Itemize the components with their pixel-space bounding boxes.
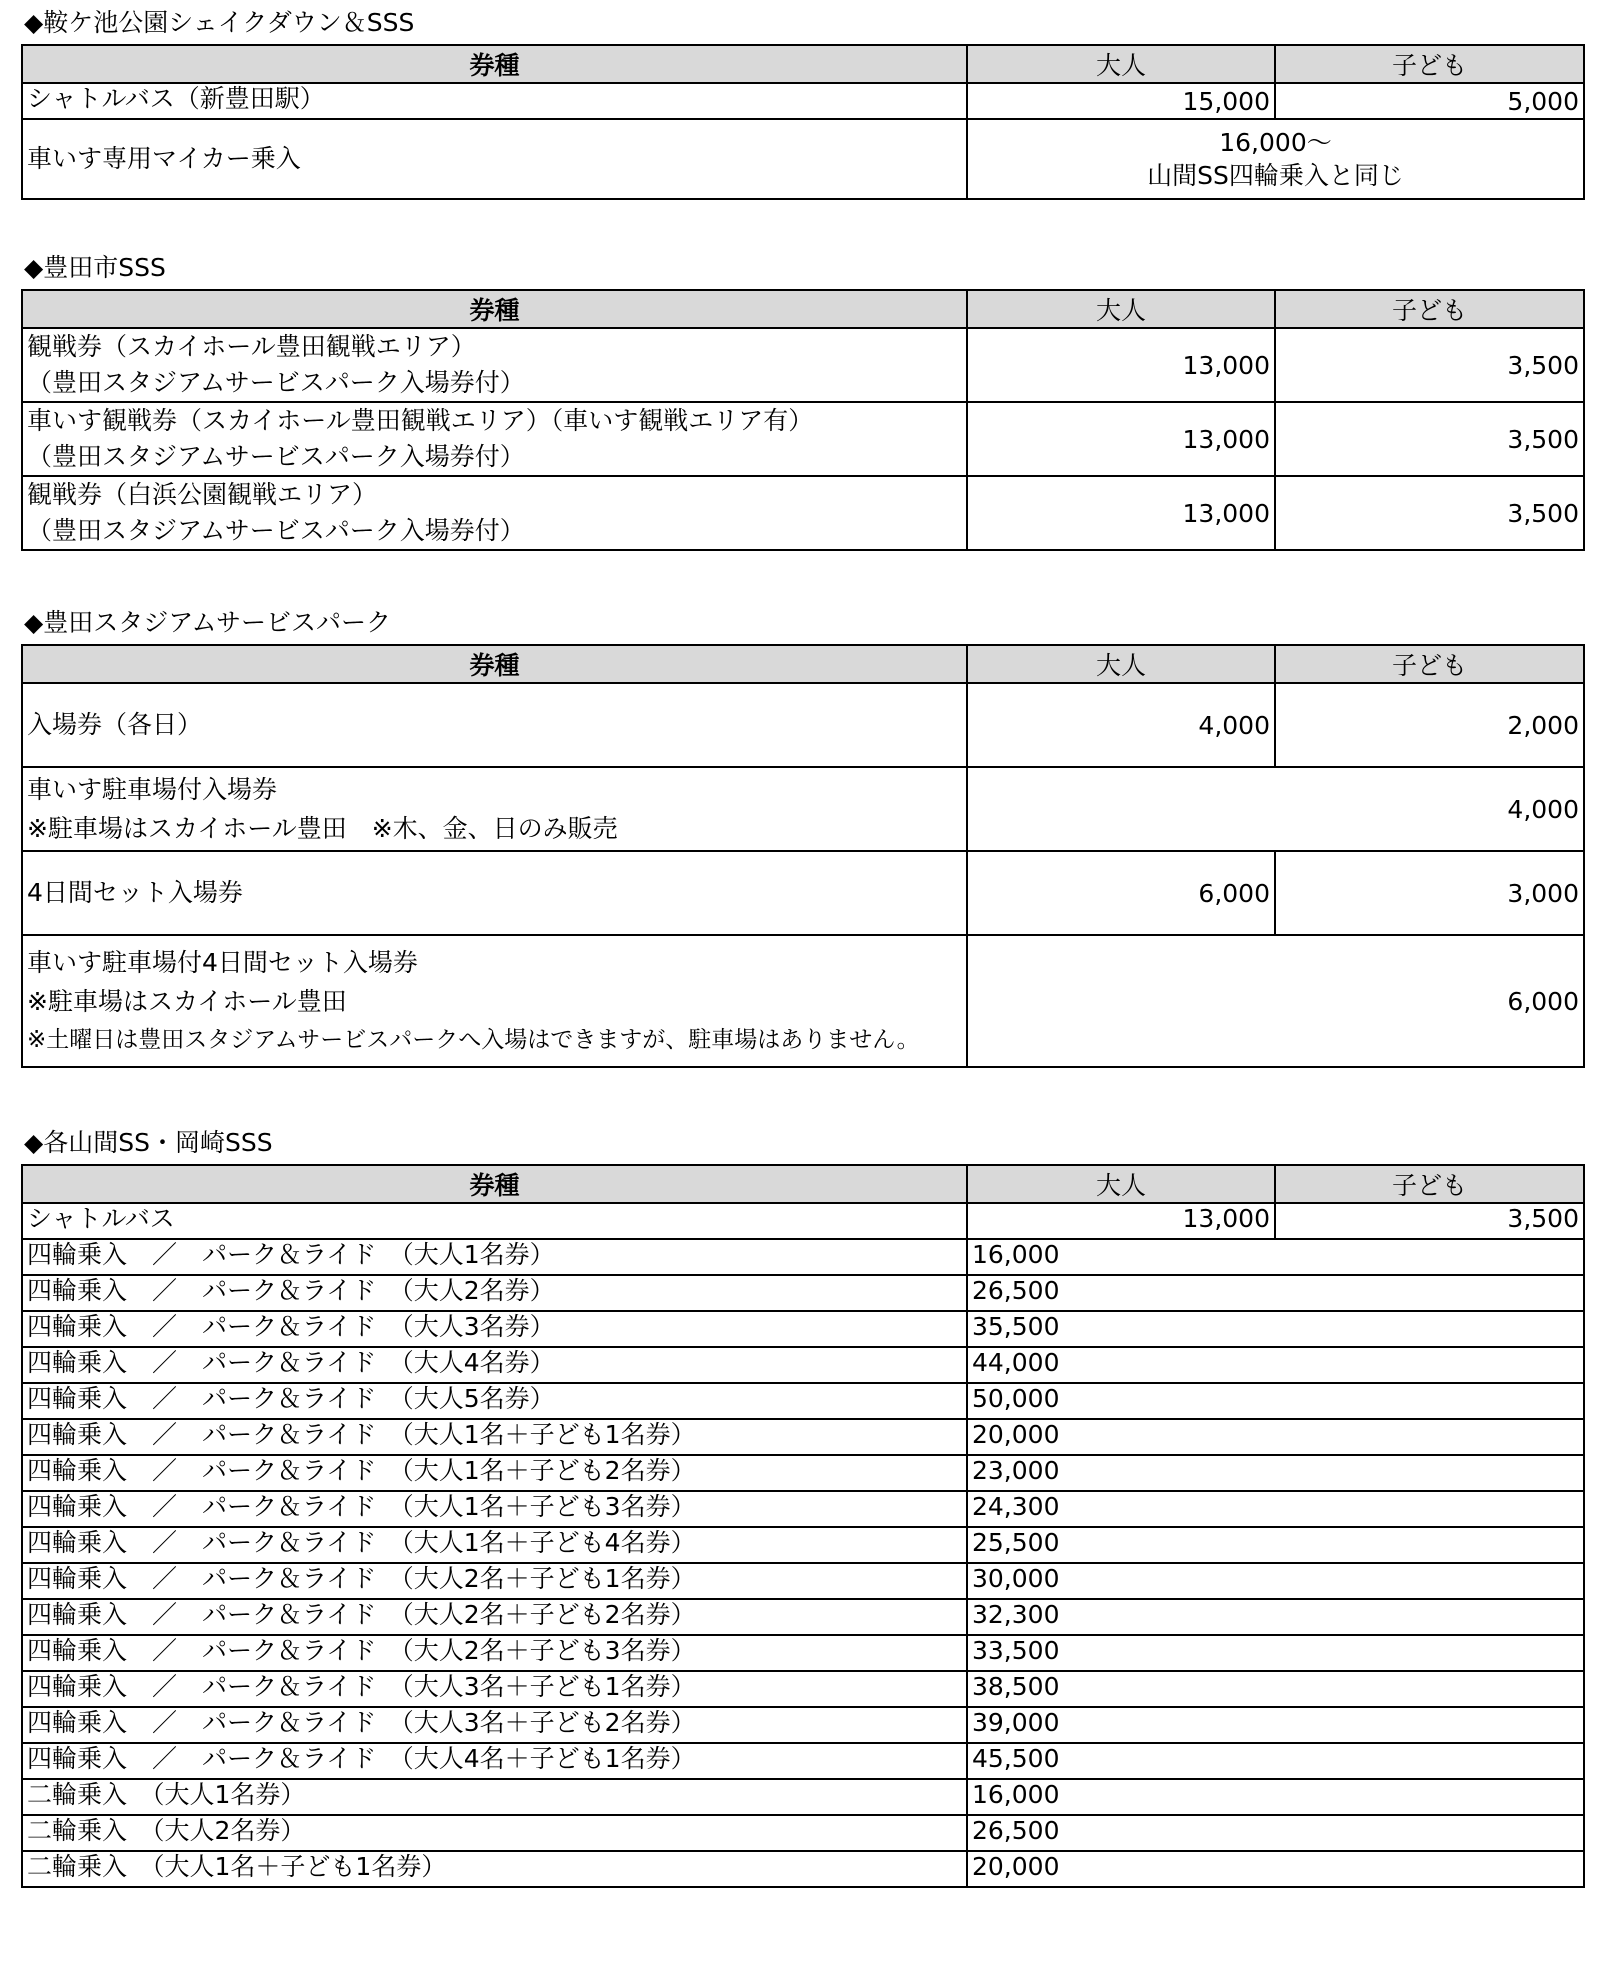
ticket-name-line2: （豊田スタジアムサービスパーク入場券付） — [27, 368, 525, 397]
table-row — [22, 1203, 1584, 1239]
ticket-name-line2: （豊田スタジアムサービスパーク入場券付） — [27, 442, 525, 471]
price-adult: 6,000 — [967, 851, 1275, 935]
ticket-name: 四輪乗入 ／ パーク＆ライド （大人1名＋子ども2名券） — [22, 1455, 967, 1491]
header-ticket-type: 券種 — [22, 645, 967, 683]
ticket-name: 四輪乗入 ／ パーク＆ライド （大人1名＋子ども1名券） — [22, 1419, 967, 1455]
table-row — [22, 476, 1584, 550]
ticket-name: シャトルバス（新豊田駅） — [22, 83, 967, 119]
price-child: 3,000 — [1275, 851, 1584, 935]
price-merged: 20,000 — [967, 1851, 1584, 1887]
table-row — [22, 1671, 1584, 1707]
ticket-name: 四輪乗入 ／ パーク＆ライド （大人1名券） — [22, 1239, 967, 1275]
header-adult: 大人 — [967, 45, 1275, 83]
table-row — [22, 683, 1584, 767]
price-child: 3,500 — [1275, 476, 1584, 550]
table-row — [22, 1455, 1584, 1491]
price-merged: 38,500 — [967, 1671, 1584, 1707]
price-merged: 50,000 — [967, 1383, 1584, 1419]
ticket-name: 四輪乗入 ／ パーク＆ライド （大人3名券） — [22, 1311, 967, 1347]
section-title-kuragaike: ◆鞍ケ池公園シェイクダウン＆SSS — [24, 8, 415, 37]
ticket-name: 四輪乗入 ／ パーク＆ライド （大人2名＋子ども2名券） — [22, 1599, 967, 1635]
table-row — [22, 1311, 1584, 1347]
price-merged: 25,500 — [967, 1527, 1584, 1563]
price-merged: 32,300 — [967, 1599, 1584, 1635]
price-merged: 23,000 — [967, 1455, 1584, 1491]
price-merged: 39,000 — [967, 1707, 1584, 1743]
price-child: 3,500 — [1275, 1203, 1584, 1239]
price-merged: 16,000 — [967, 1239, 1584, 1275]
price-merged: 30,000 — [967, 1563, 1584, 1599]
price-child: 5,000 — [1275, 83, 1584, 119]
ticket-name: 二輪乗入 （大人1名券） — [22, 1779, 967, 1815]
table-row — [22, 119, 1584, 199]
table-row — [22, 1635, 1584, 1671]
ticket-name: 4日間セット入場券 — [22, 851, 967, 935]
price-child: 2,000 — [1275, 683, 1584, 767]
ticket-name-line1: 観戦券（スカイホール豊田観戦エリア） — [27, 332, 476, 361]
ticket-name-line2: （豊田スタジアムサービスパーク入場券付） — [27, 516, 525, 545]
price-child: 3,500 — [1275, 328, 1584, 402]
price-merged: 44,000 — [967, 1347, 1584, 1383]
table-header-row — [22, 1165, 1584, 1203]
table-row — [22, 1743, 1584, 1779]
section-title-sankan-okazaki: ◆各山間SS・岡崎SSS — [24, 1128, 273, 1157]
header-ticket-type: 券種 — [22, 1165, 967, 1203]
header-ticket-type: 券種 — [22, 45, 967, 83]
price-merged: 16,000 — [967, 1779, 1584, 1815]
table-row — [22, 1383, 1584, 1419]
table-row — [22, 1239, 1584, 1275]
vehicle-ticket-rows — [22, 1239, 1584, 1887]
table-row — [22, 767, 1584, 851]
table-row — [22, 1851, 1584, 1887]
table-header-row — [22, 290, 1584, 328]
price-adult: 4,000 — [967, 683, 1275, 767]
price-adult: 13,000 — [967, 476, 1275, 550]
section-title-toyota-sss: ◆豊田市SSS — [24, 253, 166, 282]
ticket-name — [22, 767, 967, 851]
ticket-name: 四輪乗入 ／ パーク＆ライド （大人1名＋子ども4名券） — [22, 1527, 967, 1563]
ticket-name: 二輪乗入 （大人1名＋子ども1名券） — [22, 1851, 967, 1887]
header-ticket-type: 券種 — [22, 290, 967, 328]
header-adult: 大人 — [967, 645, 1275, 683]
table-header-row — [22, 645, 1584, 683]
table-header-row — [22, 45, 1584, 83]
ticket-name: 四輪乗入 ／ パーク＆ライド （大人2名＋子ども3名券） — [22, 1635, 967, 1671]
ticket-name: シャトルバス — [22, 1203, 967, 1239]
ticket-name: 四輪乗入 ／ パーク＆ライド （大人4名＋子ども1名券） — [22, 1743, 967, 1779]
ticket-name-line2: ※駐車場はスカイホール豊田 — [27, 986, 347, 1016]
header-adult: 大人 — [967, 290, 1275, 328]
table-row — [22, 1563, 1584, 1599]
price-merged: 6,000 — [967, 935, 1584, 1067]
header-child: 子ども — [1275, 290, 1584, 328]
price-adult: 13,000 — [967, 1203, 1275, 1239]
price-merged: 4,000 — [967, 767, 1584, 851]
table-row — [22, 935, 1584, 1067]
ticket-name-line1: 車いす駐車場付4日間セット入場券 — [27, 947, 418, 977]
table-row — [22, 1815, 1584, 1851]
table-row — [22, 1419, 1584, 1455]
table-toyota-sss — [21, 289, 1585, 551]
table-row — [22, 1707, 1584, 1743]
price-merged: 45,500 — [967, 1743, 1584, 1779]
table-row — [22, 1527, 1584, 1563]
price-merged: 26,500 — [967, 1815, 1584, 1851]
price-child: 3,500 — [1275, 402, 1584, 476]
ticket-name: 四輪乗入 ／ パーク＆ライド （大人2名券） — [22, 1275, 967, 1311]
ticket-name: 四輪乗入 ／ パーク＆ライド （大人3名＋子ども1名券） — [22, 1671, 967, 1707]
price-adult: 13,000 — [967, 402, 1275, 476]
ticket-name: 入場券（各日） — [22, 683, 967, 767]
ticket-name — [22, 328, 967, 402]
ticket-name: 四輪乗入 ／ パーク＆ライド （大人3名＋子ども2名券） — [22, 1707, 967, 1743]
price-merged: 20,000 — [967, 1419, 1584, 1455]
price-merged-line2: 山間SS四輪乗入と同じ — [1147, 161, 1404, 190]
header-adult: 大人 — [967, 1165, 1275, 1203]
table-row — [22, 402, 1584, 476]
table-sankan-okazaki — [21, 1164, 1585, 1888]
table-kuragaike — [21, 44, 1585, 200]
ticket-name — [22, 402, 967, 476]
header-child: 子ども — [1275, 1165, 1584, 1203]
ticket-name: 四輪乗入 ／ パーク＆ライド （大人2名＋子ども1名券） — [22, 1563, 967, 1599]
price-adult: 15,000 — [967, 83, 1275, 119]
price-merged-line1: 16,000～ — [1219, 128, 1332, 157]
header-child: 子ども — [1275, 645, 1584, 683]
table-row — [22, 1779, 1584, 1815]
price-merged — [967, 119, 1584, 199]
ticket-name: 四輪乗入 ／ パーク＆ライド （大人5名券） — [22, 1383, 967, 1419]
section-title-service-park: ◆豊田スタジアムサービスパーク — [24, 608, 391, 637]
price-merged: 24,300 — [967, 1491, 1584, 1527]
ticket-name: 四輪乗入 ／ パーク＆ライド （大人1名＋子ども3名券） — [22, 1491, 967, 1527]
price-merged: 33,500 — [967, 1635, 1584, 1671]
price-merged: 26,500 — [967, 1275, 1584, 1311]
ticket-name — [22, 476, 967, 550]
ticket-name: 四輪乗入 ／ パーク＆ライド （大人4名券） — [22, 1347, 967, 1383]
ticket-name-line1: 車いす観戦券（スカイホール豊田観戦エリア）（車いす観戦エリア有） — [27, 406, 814, 435]
table-row — [22, 328, 1584, 402]
header-child: 子ども — [1275, 45, 1584, 83]
price-merged: 35,500 — [967, 1311, 1584, 1347]
table-row — [22, 1347, 1584, 1383]
ticket-name-line1: 車いす駐車場付入場券 — [27, 775, 278, 804]
ticket-name: 車いす専用マイカー乗入 — [22, 119, 967, 199]
table-row — [22, 1275, 1584, 1311]
table-row — [22, 851, 1584, 935]
table-row — [22, 1599, 1584, 1635]
price-adult: 13,000 — [967, 328, 1275, 402]
ticket-name-line2: ※駐車場はスカイホール豊田 ※木、金、日のみ販売 — [27, 814, 618, 843]
ticket-name-line3: ※土曜日は豊田スタジアムサービスパークへ入場はできますが、駐車場はありません。 — [27, 1026, 920, 1053]
table-row — [22, 83, 1584, 119]
table-service-park — [21, 644, 1585, 1068]
table-row — [22, 1491, 1584, 1527]
ticket-name-line1: 観戦券（白浜公園観戦エリア） — [27, 480, 378, 509]
ticket-name — [22, 935, 967, 1067]
ticket-name: 二輪乗入 （大人2名券） — [22, 1815, 967, 1851]
